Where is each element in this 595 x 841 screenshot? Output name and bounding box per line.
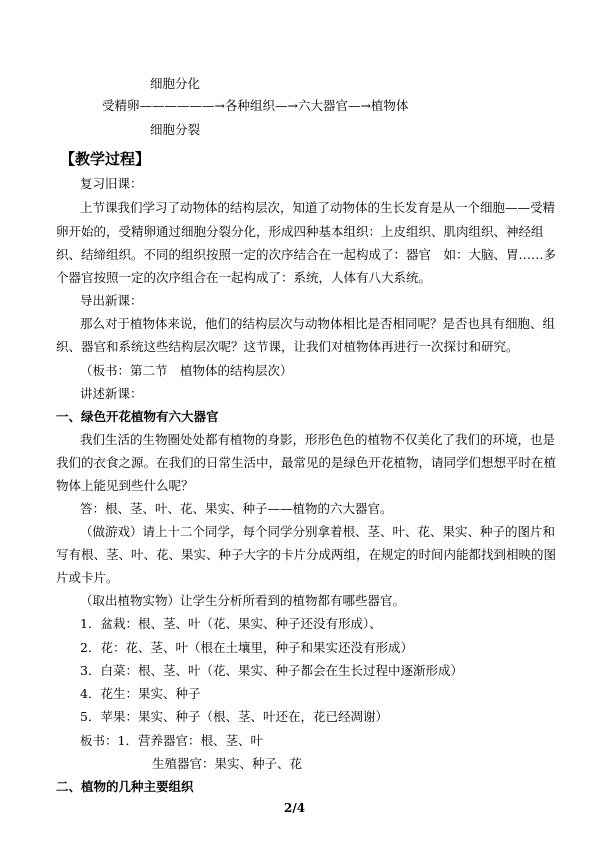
diagram-flow-line: 受精卵——————→各种组织—→六大器官—→植物体 — [102, 98, 409, 113]
section1-line-2: 我们的衣食之源。在我们的日常生活中，最常见的是绿色开花植物，请同学们想想平时在植 — [56, 455, 557, 470]
specimen-line: （取出植物实物）让学生分析所看到的植物都有哪些器官。 — [80, 593, 406, 608]
list-item: 3．白菜：根、茎、叶（花、果实、种子都会在生长过程中逐渐形成） — [80, 663, 463, 678]
game-line-3: 片或卡片。 — [56, 570, 119, 585]
game-line-1: （做游戏）请上十二个同学，每个同学分别拿着根、茎、叶、花、果实、种子的图片和 — [80, 524, 556, 539]
list-item: 1．盆栽：根、茎、叶（花、果实、种子还没有形成）、 — [80, 616, 382, 631]
review-line-2: 卵开始的，受精卵通过细胞分裂分化，形成四种基本组织：上皮组织、肌肉组织、神经组 — [56, 224, 544, 239]
board-note-2a: 板书：1．营养器官：根、茎、叶 — [80, 733, 263, 748]
section1-line-3: 物体上能见到些什么呢？ — [56, 478, 194, 493]
game-line-2: 写有根、茎、叶、花、果实、种子大字的卡片分成两组，在规定的时间内能都找到相映的图 — [56, 547, 557, 562]
list-item: 5．苹果：果实、种子（根、茎、叶还在，花已经凋谢） — [80, 709, 388, 724]
intro-line-2: 织、器官和系统这些结构层次呢？这节课，让我们对植物体再进行一次探讨和研究。 — [56, 339, 519, 354]
review-label: 复习旧课： — [80, 176, 143, 191]
intro-label: 导出新课： — [80, 293, 143, 308]
review-line-4: 个器官按照一定的次序组合在一起构成了：系统，人体有八大系统。 — [56, 270, 432, 285]
board-note-1: （板书：第二节 植物体的结构层次） — [80, 363, 293, 378]
list-item: 2．花：花、茎、叶（根在土壤里，种子和果实还没有形成） — [80, 640, 413, 655]
diagram-upper-label: 细胞分化 — [150, 76, 201, 91]
review-line-1: 上节课我们学习了动物体的结构层次，知道了动物体的生长发育是从一个细胞——受精 — [80, 200, 556, 215]
intro-line-1: 那么对于植物体来说，他们的结构层次与动物体相比是否相同呢？是否也具有细胞、组 — [80, 316, 556, 331]
section1-line-1: 我们生活的生物圈处处都有植物的身影，形形色色的植物不仅美化了我们的环境，也是 — [80, 432, 556, 447]
heading-six-organs: 一、绿色开花植物有六大器官 — [56, 409, 219, 424]
answer-line: 答：根、茎、叶、花、果实、种子——植物的六大器官。 — [80, 501, 393, 516]
heading-main-tissues: 二、植物的几种主要组织 — [56, 779, 194, 794]
diagram-lower-label: 细胞分裂 — [150, 122, 201, 137]
page-number: 2/4 — [284, 801, 306, 815]
new-lesson-label: 讲述新课： — [80, 386, 143, 401]
review-line-3: 织、结缔组织。不同的组织按照一定的次序结合在一起构成了：器官 如：大脑、胃……多 — [56, 247, 557, 262]
board-note-2b: 生殖器官：果实、种子、花 — [152, 756, 303, 771]
section-heading: 【教学过程】 — [60, 150, 151, 168]
list-item: 4．花生：果实、种子 — [80, 686, 201, 701]
